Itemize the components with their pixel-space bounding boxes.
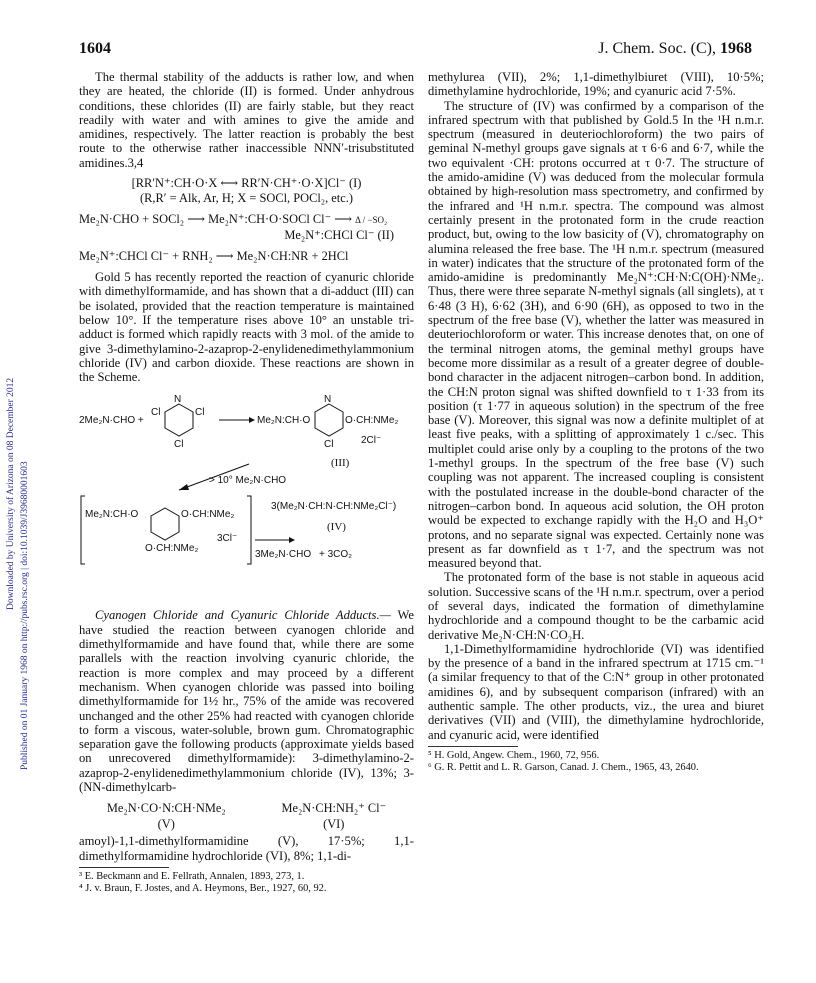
- scheme-product-left: Me₂N:CH·O: [257, 415, 311, 427]
- paragraph-text: We have studied the reaction between cyanogen chloride and dimethylformamide and have found that, while there are some parallels with the reaction involving cyanuric chloride, the reaction is more complex and may proceed by a different mechanism. When cyanogen chloride was passed into boiling dimethylformamide for 1½ hr., 75% of the amide was recovered unchanged and the other 25% had reacted with cyanogen chloride to form a viscous, water-soluble, brown gum. Chromatographic separation gave the following products (approximate yields based on unrecovered dimethylformamide): 3-dimethylamino-2-azaprop-2-enylidenedimethylammonium chloride (IV), 13%; 3-(NN-dimethylcarb-: [79, 608, 414, 795]
- paragraph: methylurea (VII), 2%; 1,1-dimethylbiuret (VIII), 10·5%; dimethylamine hydrochloride, 19%; and cyanuric acid 7·5%.: [428, 70, 764, 99]
- footnote: ⁴ J. v. Braun, F. Jostes, and A. Heymons, Ber., 1927, 60, 92.: [79, 883, 327, 895]
- paragraph: 1,1-Dimethylformamidine hydrochloride (VI) was identified by the presence of a band in the infrared spectrum at 1715 cm.⁻¹ (a similar frequency to that of the C:N⁺ group in other protonated amidines 6), and by subsequent comparison (infrared) with an authentic sample. The other products, viz., the urea and biuret derivatives (VII) and (VIII), the dimethylamine hydrochloride, and cyanuric acid, were identified: [428, 641, 764, 742]
- scheme-cl: Cl: [195, 407, 205, 419]
- paragraph: Gold 5 has recently reported the reaction of cyanuric chloride with dimethylformamide, and has shown that a di-adduct (III) can be isolated, provided that the reaction temperature is maintained below 10°. If the temperature rises above 10° an unstable tri-adduct is formed which rapidly reacts with 3 mol. of the amide to give 3-dimethylamino-2-azaprop-2-enylidenedimethylammonium chloride (IV) and carbon dioxide. These reactions are shown in the Scheme.: [79, 270, 414, 385]
- compound-v-formula: Me₂N·CO·N:CH·NMe₂: [106, 801, 226, 816]
- footnote-rule: [428, 746, 518, 747]
- scheme-reagent: 2Me₂N·CHO +: [79, 415, 144, 427]
- scheme-cl: Cl: [324, 439, 334, 451]
- paragraph: The structure of (IV) was confirmed by a comparison of the infrared spectrum with that published by Gold.5 In the ¹H n.m.r. spectrum (measured in deuteriochloroform) the two pairs of geminal N-methyl groups gave signals at τ 6·6 and 6·7, while the two equivalent ·CH: protons occurred at τ 0·7. The structure of the amido-amidine (V) was deduced from the molecular formula obtained by high-resolution mass spectrometry, and confirmed by the infrared and ¹H n.m.r. spectra. The compound was almost certainly present in the protonated form in the crude reaction product, but, owing to the low basicity of (V), chromatography on alumina released the free base. The ¹H n.m.r. spectrum (measured in water) indicates that the structure of the protonated form of the amido-amidine is predominantly Me₂N⁺:CH·N:C(OH)·NMe₂. Thus, there were three separate N-methyl signals (all singlets), at τ 6·48 (3 H), 6·62 (3H), and 6·90 (6H), as opposed to two in the spectrum of the free base (V), whether the latter was measured in deuteriochloroform or water. This increase denotes that, on one of the terminal nitrogen atoms, the geminal methyl groups have become more dissimilar as a result of a greater degree of double-bond character in the adjacent nitrogen–carbon bond. In addition, the CH:N proton signal was shifted downfield to τ 1·33 from its position (τ 1·77 in aqueous solution) in the spectrum of the free base (V). Moreover, this signal was now a definite multiplet of at least five peaks, with a splitting of approximately 1 c./sec. This multiplet could arise only by a coupling to the protons of the two 1-methyl groups. In the spectrum of the free base (V) such coupling was not apparent. The increased coupling is consistent with the postulated increase in the double-bond character of the nitrogen–carbon bond. In aqueous acid solution, the OH proton would be expected to exchange rapidly with the H₂O and H₃O⁺ protons, and no separate signal was expected. Certainly none was present as far downfield as τ 1·7, and the spectrum was not measured beyond that.: [428, 98, 764, 571]
- equation-iii: Me₂N⁺:CHCl Cl⁻ + RNH₂ ⟶ Me₂N·CH:NR + 2HCl: [79, 249, 349, 264]
- published-note[interactable]: Published on 01 January 1968 on http://pubs.rsc.org | doi:10.1039/J39680001603: [20, 461, 30, 770]
- equation-ii: [79, 212, 414, 228]
- compound-vi: [281, 800, 386, 832]
- page-number: 1604: [79, 40, 111, 57]
- scheme-co2: + 3CO₂: [319, 549, 353, 561]
- reaction-scheme: [79, 392, 414, 602]
- journal-name: J. Chem. Soc. (C),: [598, 40, 716, 57]
- right-column: [428, 70, 764, 775]
- downloaded-note: Downloaded by University of Arizona on 08 December 2012: [6, 377, 16, 610]
- scheme-arrow-reagent: 3Me₂N·CHO: [255, 549, 312, 561]
- paragraph: The protonated form of the base is not stable in aqueous acid solution. Successive scans of the ¹H n.m.r. spectrum, over a period of several days, indicated the formation of dimethylamine hydrochloride and a compound thought to be the carbamic acid derivative Me₂N·CH:N·CO₂H.: [428, 570, 764, 642]
- scheme-condition: > 10° Me₂N·CHO: [209, 475, 287, 487]
- paragraph: The thermal stability of the adducts is rather low, and when they are heated, the chloride (II) is formed. Under anhydrous conditions, these chlorides (II) are fairly stable, but they react readily with water and with amines to give the amide and amidines, respectively. The latter reaction is probably the best route to the otherwise rather inaccessible NNN′-trisubstituted amidines.3,4: [79, 70, 414, 170]
- scheme-product-iv: 3(Me₂N·CH:N·CH:NMe₂Cl⁻): [271, 501, 397, 513]
- compound-vi-label: (VI): [323, 817, 345, 832]
- scheme-tri-left: Me₂N:CH·O: [85, 509, 139, 521]
- equation-ii-condition: Δ / −SO₂: [355, 215, 388, 226]
- compound-structures: [79, 800, 414, 832]
- equation-i: [RR′N⁺:CH·O·X ⟷ RR′N·CH⁺·O·X]Cl⁻ (I): [131, 176, 362, 191]
- paragraph: amoyl)-1,1-dimethylformamidine (V), 17·5%; 1,1-dimethylformamidine hydrochloride (VI), 8%; 1,1-di-: [79, 834, 414, 863]
- scheme-n: N: [324, 394, 332, 406]
- footnote: ³ E. Beckmann and E. Fellrath, Annalen, 1893, 273, 1.: [79, 870, 305, 882]
- footnote: ⁵ H. Gold, Angew. Chem., 1960, 72, 956.: [428, 749, 600, 761]
- compound-v: [107, 800, 226, 832]
- equation-i-legend: (R,R′ = Alk, Ar, H; X = SOCl, POCl₂, etc.): [140, 191, 353, 206]
- journal-header: [598, 40, 752, 58]
- footnote-rule: [79, 867, 169, 868]
- scheme-n: N: [174, 394, 182, 406]
- journal-year: 1968: [720, 40, 752, 57]
- compound-vi-formula: Me₂N·CH:NH₂⁺ Cl⁻: [281, 801, 387, 816]
- scheme-cl: Cl: [174, 439, 184, 451]
- scheme-2cl: 2Cl⁻: [361, 435, 382, 447]
- scheme-cl: Cl: [151, 407, 161, 419]
- download-watermark: [4, 170, 34, 770]
- equation-ii-product: Me₂N⁺:CHCl Cl⁻ (II): [284, 228, 394, 243]
- compound-v-label: (V): [157, 817, 175, 832]
- section-paragraph: [79, 608, 414, 794]
- scheme-tri-bottom: O·CH:NMe₂: [145, 543, 199, 555]
- scheme-label-iii: (III): [331, 457, 350, 470]
- footnote: ⁶ G. R. Pettit and L. R. Garson, Canad. J. Chem., 1965, 43, 2640.: [428, 762, 699, 774]
- left-column: [79, 70, 414, 896]
- scheme-product-right: O·CH:NMe₂: [345, 415, 399, 427]
- equation-ii-main: Me₂N·CHO + SOCl₂ ⟶ Me₂N⁺:CH·O·SOCl Cl⁻ ⟶: [79, 212, 353, 227]
- scheme-tri-right: O·CH:NMe₂: [181, 509, 235, 521]
- scheme-label-iv: (IV): [327, 521, 346, 534]
- scheme-3cl: 3Cl⁻: [217, 533, 238, 545]
- section-subhead: Cyanogen Chloride and Cyanuric Chloride Adducts.—: [95, 608, 391, 623]
